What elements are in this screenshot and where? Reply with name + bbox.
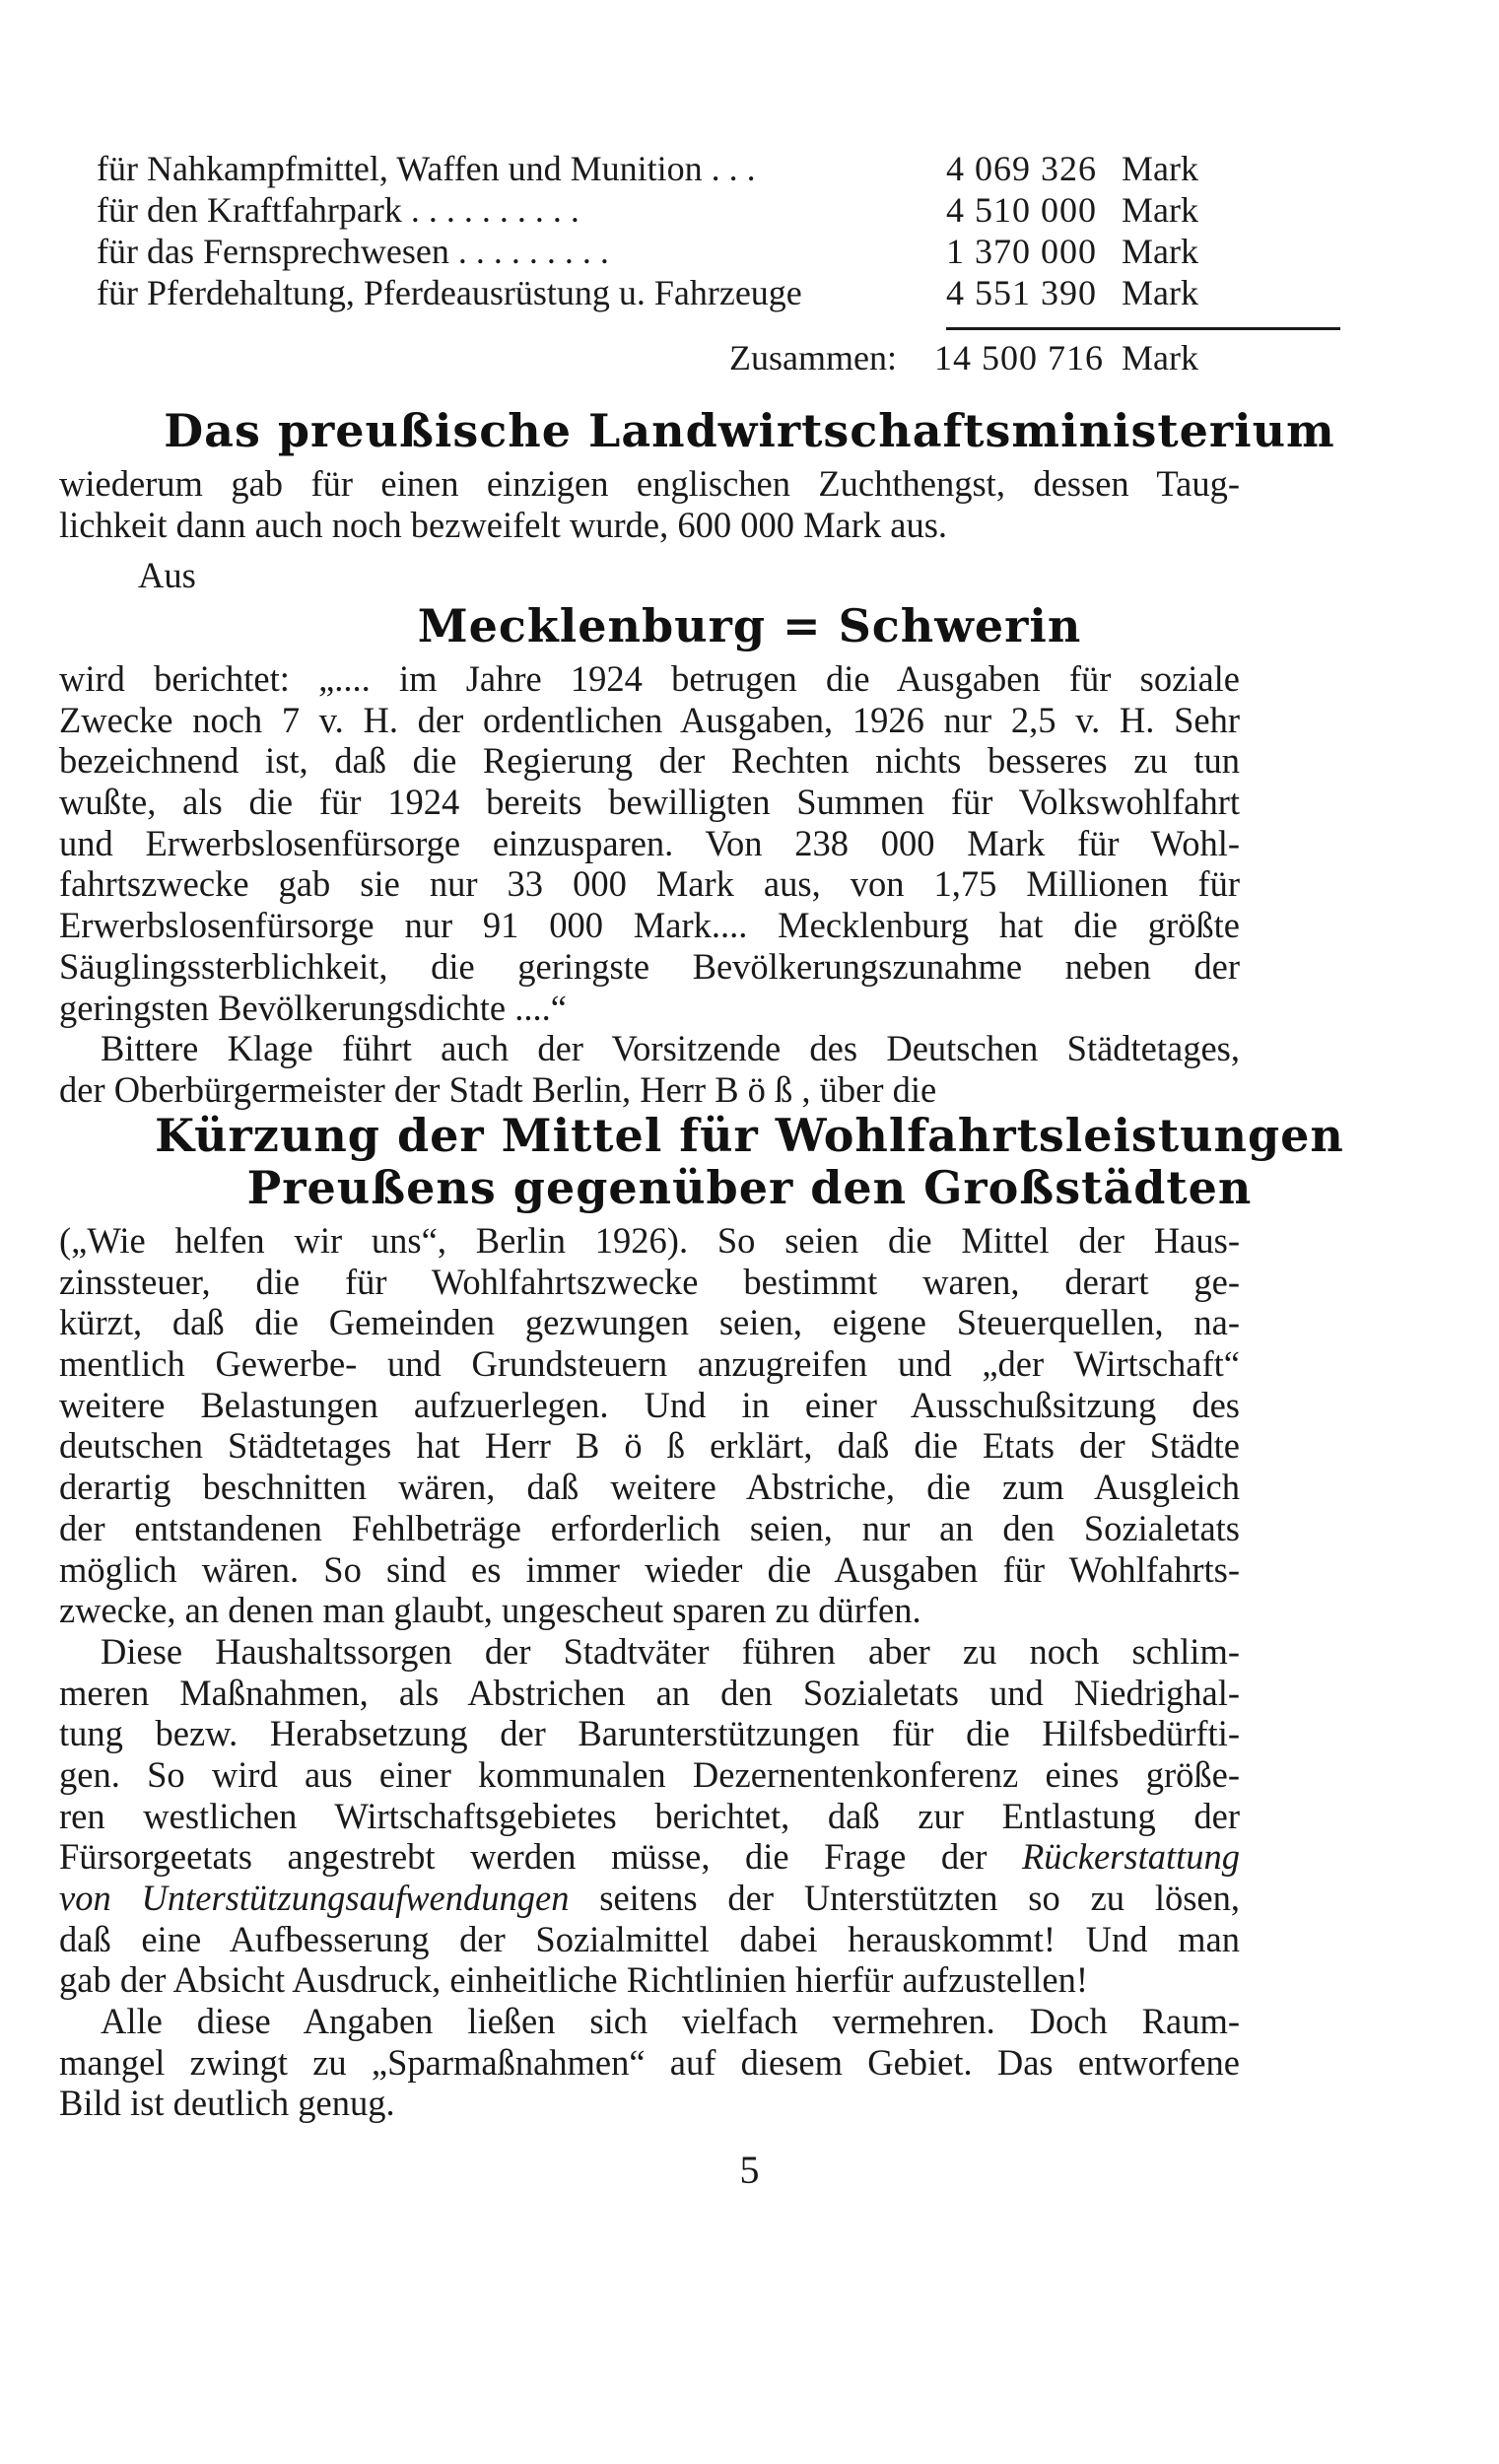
text-line: tung bezw. Herabsetzung der Barunterstützungen für die Hilfsbedürfti- [59, 1713, 1240, 1754]
total-label: Zusammen: [729, 338, 897, 377]
text-line: der entstandenen Fehlbeträge erforderlich seien, nur an den Sozialetats [59, 1507, 1240, 1548]
text-line: bezeichnend ist, daß die Regierung der Rechten nichts besseres zu tun [59, 740, 1240, 782]
heading-cuts-line1: Kürzung der Mittel für Wohlfahrtsleistungen [155, 1109, 1344, 1162]
expense-unit: Mark [1122, 149, 1198, 188]
text-line: gab der Absicht Ausdruck, einheitliche Richtlinien hierfür aufzustellen! [59, 1959, 1088, 2001]
text-line: meren Maßnahmen, als Abstrichen an den Sozialetats und Niedrighal- [59, 1672, 1240, 1713]
text-line: wußte, als die für 1924 bereits bewilligten Summen für Volkswohlfahrt [59, 782, 1240, 823]
heading-cuts-line2: Preußens gegenüber den Großstädten [246, 1161, 1253, 1214]
text-line-with-emphasis [59, 1878, 1240, 1919]
text-line: lichkeit dann auch noch bezweifelt wurde, 600 000 Mark aus. [59, 504, 948, 545]
text-line: und Erwerbslosenfürsorge einzusparen. Von 238 000 Mark für Wohl- [59, 822, 1240, 863]
expense-row [97, 231, 1240, 272]
expense-amount: 4 551 390 [946, 273, 1097, 312]
total-unit: Mark [1122, 338, 1198, 377]
text-line: Aus [138, 555, 196, 595]
expense-label: für Nahkampfmittel, Waffen und Munition . . . [97, 149, 756, 188]
text-line: Bild ist deutlich genug. [59, 2083, 395, 2124]
expense-table [97, 148, 1240, 377]
text-line: der Oberbürgermeister der Stadt Berlin, Herr B ö ß , über die [59, 1068, 937, 1110]
text-line: kürzt, daß die Gemeinden gezwungen seien, eigene Steuerquellen, na- [59, 1302, 1240, 1343]
sum-divider-rule [946, 327, 1340, 330]
expense-row [97, 272, 1240, 313]
page-number: 5 [739, 2148, 760, 2192]
emphasis-text: Rückerstattung [1022, 1836, 1240, 1878]
text-line: gen. So wird aus einer kommunalen Dezernentenkonferenz eines größe- [59, 1753, 1240, 1795]
emphasis-text: von Unterstützungsaufwendungen [59, 1878, 570, 1918]
expense-row [97, 189, 1240, 231]
total-row [97, 335, 1240, 380]
expense-unit: Mark [1122, 232, 1198, 271]
text-line: wird berichtet: „.... im Jahre 1924 betrugen die Ausgaben für soziale [59, 658, 1240, 699]
text-line: Erwerbslosenfürsorge nur 91 000 Mark.... Mecklenburg hat die größte [59, 905, 1240, 946]
text-line: Diese Haushaltssorgen der Stadtväter führen aber zu noch schlim- [101, 1630, 1240, 1672]
paragraph-prussian-ministry [59, 463, 1240, 545]
text-line-with-emphasis [59, 1836, 1240, 1878]
expense-label: für Pferdehaltung, Pferdeausrüstung u. Fahrzeuge [97, 273, 802, 312]
text-line: daß eine Aufbesserung der Sozialmittel dabei herauskommt! Und man [59, 1918, 1240, 1959]
text-line: zwecke, an denen man glaubt, ungescheut sparen zu dürfen. [59, 1590, 921, 1631]
heading-mecklenburg: Mecklenburg = Schwerin [417, 599, 1082, 652]
expense-unit: Mark [1122, 273, 1198, 312]
text-line: deutschen Städtetages hat Herr B ö ß erklärt, daß die Etats der Städte [59, 1425, 1240, 1467]
text-line: zinssteuer, die für Wohlfahrtszwecke bestimmt waren, derart ge- [59, 1261, 1240, 1302]
text-line: mangel zwingt zu „Sparmaßnahmen“ auf diesem Gebiet. Das entworfene [59, 2041, 1240, 2083]
expense-label: für das Fernsprechwesen . . . . . . . . . [97, 232, 609, 271]
text-line: („Wie helfen wir uns“, Berlin 1926). So seien die Mittel der Haus- [59, 1220, 1240, 1261]
expense-amount: 1 370 000 [946, 232, 1097, 271]
text-line: geringsten Bevölkerungsdichte ....“ [59, 987, 567, 1028]
text-line: ren westlichen Wirtschaftsgebietes berichtet, daß zur Entlastung der [59, 1795, 1240, 1836]
text-line: Säuglingssterblichkeit, die geringste Bevölkerungszunahme neben der [59, 945, 1240, 987]
expense-amount: 4 069 326 [946, 149, 1097, 188]
text-line: derartig beschnitten wären, daß weitere Abstriche, die zum Ausgleich [59, 1467, 1240, 1508]
text-fragment: seitens der Unterstützten so zu lösen, [599, 1878, 1240, 1918]
heading-prussian-ministry: Das preußische Landwirtschaftsministerium [164, 404, 1335, 457]
expense-row [97, 148, 1240, 189]
paragraph-cuts [59, 1220, 1240, 2124]
text-line: fahrtszwecke gab sie nur 33 000 Mark aus, von 1,75 Millionen für [59, 863, 1240, 905]
total-amount: 14 500 716 [934, 338, 1104, 377]
paragraph-mecklenburg [59, 658, 1240, 1111]
text-line: Alle diese Angaben ließen sich vielfach vermehren. Doch Raum- [101, 2001, 1240, 2042]
text-fragment: Fürsorgeetats angestrebt werden müsse, die Frage der [59, 1836, 988, 1878]
text-line: möglich wären. So sind es immer wieder die Ausgaben für Wohlfahrts- [59, 1548, 1240, 1590]
expense-unit: Mark [1122, 190, 1198, 230]
text-line: Bittere Klage führt auch der Vorsitzende des Deutschen Städtetages, [101, 1028, 1240, 1069]
text-line: Zwecke noch 7 v. H. der ordentlichen Ausgaben, 1926 nur 2,5 v. H. Sehr [59, 699, 1240, 740]
text-line: wiederum gab für einen einzigen englischen Zuchthengst, dessen Taug- [59, 463, 1240, 504]
text-line: mentlich Gewerbe- und Grundsteuern anzugreifen und „der Wirtschaft“ [59, 1343, 1240, 1385]
expense-label: für den Kraftfahrpark . . . . . . . . . . [97, 190, 579, 230]
expense-amount: 4 510 000 [946, 190, 1097, 230]
text-line: weitere Belastungen aufzuerlegen. Und in einer Ausschußsitzung des [59, 1384, 1240, 1425]
